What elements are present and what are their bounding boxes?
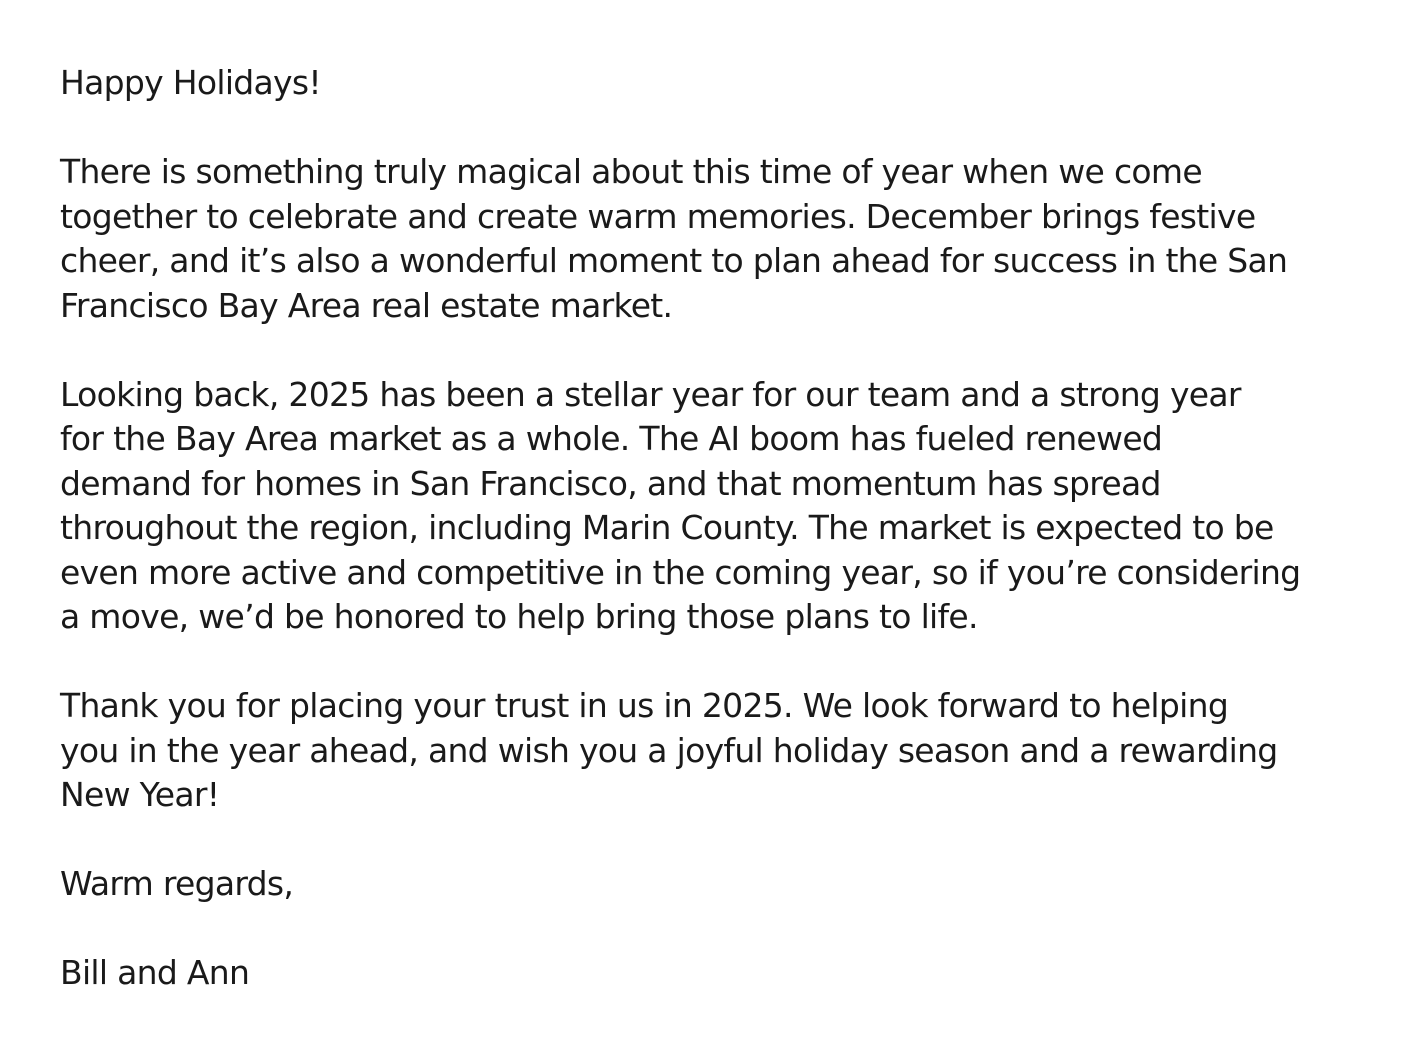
paragraph-line: you in the year ahead, and wish you a joyful holiday season and a rewarding: [60, 730, 1278, 770]
paragraph-line: Looking back, 2025 has been a stellar year for our team and a strong year: [60, 374, 1241, 414]
paragraph-line: Francisco Bay Area real estate market.: [60, 285, 673, 325]
greeting: Happy Holidays!: [60, 63, 321, 102]
paragraph-line: There is something truly magical about this time of year when we come: [60, 152, 1202, 191]
paragraph-market-review: [60, 373, 1380, 640]
paragraph-line: together to celebrate and create warm memories. December brings festive: [60, 196, 1256, 236]
paragraph-line: cheer, and it’s also a wonderful moment to plan ahead for success in the San: [60, 241, 1288, 280]
paragraph-line: Thank you for placing your trust in us in 2025. We look forward to helping: [60, 686, 1229, 725]
paragraph-line: throughout the region, including Marin County. The market is expected to be: [60, 508, 1274, 547]
signature: Bill and Ann: [60, 953, 250, 992]
paragraph-line: for the Bay Area market as a whole. The AI boom has fueled renewed: [60, 419, 1163, 458]
paragraph-line: New Year!: [60, 775, 220, 814]
paragraph-intro: [60, 150, 1380, 328]
holiday-letter: [60, 61, 1380, 1040]
paragraph-line: even more active and competitive in the coming year, so if you’re considering: [60, 552, 1301, 592]
closing: Warm regards,: [60, 864, 294, 903]
paragraph-line: a move, we’d be honored to help bring those plans to life.: [60, 597, 978, 636]
paragraph-thanks: [60, 684, 1380, 818]
paragraph-line: demand for homes in San Francisco, and that momentum has spread: [60, 463, 1161, 503]
